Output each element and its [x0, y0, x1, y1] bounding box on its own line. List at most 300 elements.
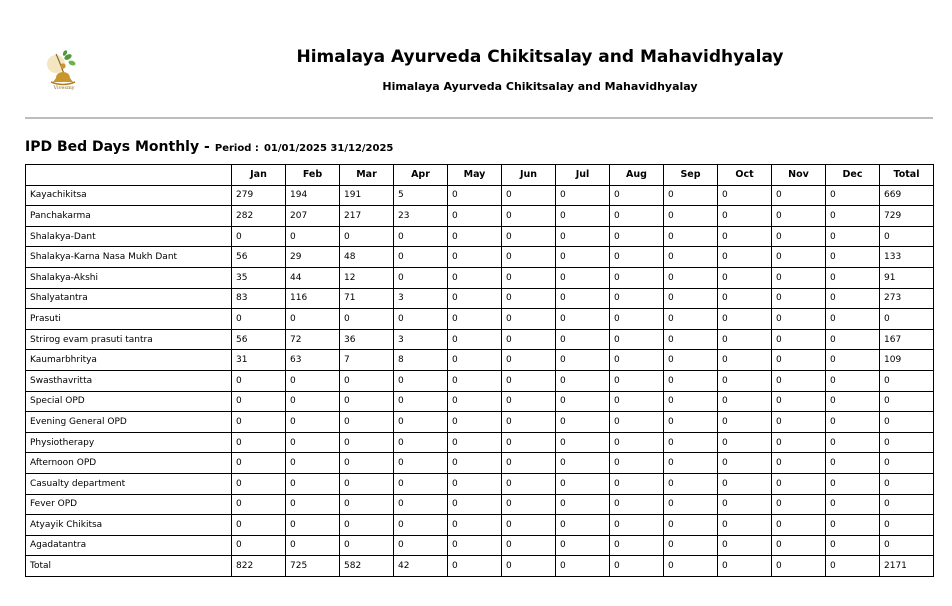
value-cell: 0 — [664, 288, 718, 309]
department-name-cell: Agadatantra — [26, 535, 232, 556]
value-cell: 207 — [286, 206, 340, 227]
value-cell: 0 — [556, 391, 610, 412]
value-cell: 83 — [232, 288, 286, 309]
department-name-cell: Shalakya-Karna Nasa Mukh Dant — [26, 247, 232, 268]
value-cell: 0 — [718, 432, 772, 453]
column-header: Dec — [826, 165, 880, 186]
value-cell: 0 — [448, 473, 502, 494]
table-row — [26, 185, 934, 206]
value-cell: 582 — [340, 556, 394, 577]
value-cell: 0 — [556, 556, 610, 577]
table-row — [26, 391, 934, 412]
value-cell: 0 — [502, 226, 556, 247]
value-cell: 0 — [556, 453, 610, 474]
value-cell: 0 — [394, 535, 448, 556]
value-cell: 0 — [772, 412, 826, 433]
value-cell: 0 — [772, 288, 826, 309]
value-cell: 0 — [502, 391, 556, 412]
value-cell: 0 — [448, 453, 502, 474]
value-cell: 0 — [610, 473, 664, 494]
value-cell: 0 — [664, 185, 718, 206]
value-cell: 279 — [232, 185, 286, 206]
value-cell: 0 — [718, 412, 772, 433]
value-cell: 191 — [340, 185, 394, 206]
value-cell: 0 — [718, 288, 772, 309]
value-cell: 0 — [502, 556, 556, 577]
department-name-cell: Kayachikitsa — [26, 185, 232, 206]
value-cell: 0 — [556, 247, 610, 268]
value-cell: 0 — [394, 370, 448, 391]
value-cell: 0 — [556, 329, 610, 350]
value-cell: 0 — [286, 370, 340, 391]
value-cell: 0 — [448, 309, 502, 330]
value-cell: 0 — [556, 288, 610, 309]
value-cell: 0 — [718, 391, 772, 412]
value-cell: 0 — [556, 185, 610, 206]
value-cell: 0 — [880, 535, 934, 556]
value-cell: 0 — [664, 309, 718, 330]
value-cell: 0 — [718, 453, 772, 474]
value-cell: 0 — [664, 350, 718, 371]
column-header: Feb — [286, 165, 340, 186]
value-cell: 0 — [880, 226, 934, 247]
value-cell: 0 — [718, 267, 772, 288]
value-cell: 0 — [448, 247, 502, 268]
value-cell: 0 — [664, 556, 718, 577]
value-cell: 0 — [826, 288, 880, 309]
value-cell: 0 — [826, 309, 880, 330]
department-name-cell: Panchakarma — [26, 206, 232, 227]
value-cell: 0 — [880, 453, 934, 474]
value-cell: 0 — [880, 309, 934, 330]
value-cell: 91 — [880, 267, 934, 288]
value-cell: 0 — [772, 391, 826, 412]
value-cell: 822 — [232, 556, 286, 577]
table-row — [26, 370, 934, 391]
value-cell: 0 — [718, 206, 772, 227]
value-cell: 0 — [340, 432, 394, 453]
period-value: 01/01/2025 31/12/2025 — [263, 143, 394, 154]
value-cell: 0 — [826, 473, 880, 494]
value-cell: 0 — [448, 515, 502, 536]
value-cell: 0 — [340, 412, 394, 433]
value-cell: 0 — [610, 288, 664, 309]
value-cell: 0 — [448, 267, 502, 288]
value-cell: 0 — [556, 267, 610, 288]
value-cell: 0 — [502, 247, 556, 268]
value-cell: 0 — [826, 226, 880, 247]
value-cell: 0 — [826, 329, 880, 350]
department-name-cell: Afternoon OPD — [26, 453, 232, 474]
value-cell: 0 — [664, 206, 718, 227]
column-header: Mar — [340, 165, 394, 186]
column-header: Aug — [610, 165, 664, 186]
value-cell: 0 — [556, 535, 610, 556]
value-cell: 0 — [718, 535, 772, 556]
value-cell: 0 — [502, 267, 556, 288]
value-cell: 0 — [448, 206, 502, 227]
value-cell: 0 — [340, 473, 394, 494]
svg-text:Vivesmy: Vivesmy — [53, 85, 75, 91]
value-cell: 0 — [448, 412, 502, 433]
value-cell: 167 — [880, 329, 934, 350]
value-cell: 0 — [664, 329, 718, 350]
hospital-logo — [42, 48, 86, 96]
value-cell: 0 — [394, 267, 448, 288]
value-cell: 0 — [718, 556, 772, 577]
value-cell: 0 — [502, 494, 556, 515]
value-cell: 0 — [394, 412, 448, 433]
value-cell: 0 — [826, 206, 880, 227]
column-header: Jan — [232, 165, 286, 186]
value-cell: 56 — [232, 247, 286, 268]
value-cell: 0 — [340, 453, 394, 474]
value-cell: 0 — [664, 267, 718, 288]
value-cell: 0 — [394, 473, 448, 494]
value-cell: 0 — [664, 412, 718, 433]
value-cell: 0 — [718, 226, 772, 247]
value-cell: 0 — [502, 515, 556, 536]
value-cell: 0 — [826, 185, 880, 206]
table-row — [26, 412, 934, 433]
table-row — [26, 267, 934, 288]
table-row — [26, 494, 934, 515]
department-name-cell: Evening General OPD — [26, 412, 232, 433]
value-cell: 2171 — [880, 556, 934, 577]
value-cell: 0 — [772, 556, 826, 577]
value-cell: 0 — [772, 247, 826, 268]
department-name-cell: Fever OPD — [26, 494, 232, 515]
value-cell: 0 — [826, 267, 880, 288]
value-cell: 194 — [286, 185, 340, 206]
value-cell: 133 — [880, 247, 934, 268]
value-cell: 0 — [718, 329, 772, 350]
value-cell: 0 — [502, 473, 556, 494]
value-cell: 0 — [556, 494, 610, 515]
value-cell: 0 — [502, 453, 556, 474]
value-cell: 0 — [664, 370, 718, 391]
value-cell: 0 — [826, 453, 880, 474]
value-cell: 0 — [610, 535, 664, 556]
value-cell: 0 — [718, 350, 772, 371]
value-cell: 217 — [340, 206, 394, 227]
value-cell: 0 — [826, 412, 880, 433]
value-cell: 35 — [232, 267, 286, 288]
value-cell: 0 — [880, 432, 934, 453]
value-cell: 0 — [232, 309, 286, 330]
table-row — [26, 515, 934, 536]
table-row — [26, 226, 934, 247]
value-cell: 0 — [448, 535, 502, 556]
value-cell: 3 — [394, 329, 448, 350]
value-cell: 0 — [826, 556, 880, 577]
department-name-cell: Total — [26, 556, 232, 577]
value-cell: 0 — [772, 350, 826, 371]
value-cell: 0 — [664, 247, 718, 268]
department-name-cell: Atyayik Chikitsa — [26, 515, 232, 536]
department-name-cell: Kaumarbhritya — [26, 350, 232, 371]
value-cell: 0 — [772, 535, 826, 556]
value-cell: 0 — [232, 515, 286, 536]
header-divider — [25, 117, 933, 119]
value-cell: 0 — [610, 206, 664, 227]
department-name-cell: Physiotherapy — [26, 432, 232, 453]
value-cell: 0 — [502, 370, 556, 391]
value-cell: 0 — [880, 494, 934, 515]
value-cell: 29 — [286, 247, 340, 268]
value-cell: 0 — [394, 494, 448, 515]
value-cell: 0 — [232, 370, 286, 391]
value-cell: 0 — [286, 473, 340, 494]
value-cell: 0 — [826, 350, 880, 371]
value-cell: 0 — [610, 453, 664, 474]
value-cell: 0 — [448, 370, 502, 391]
value-cell: 0 — [556, 350, 610, 371]
value-cell: 0 — [232, 453, 286, 474]
value-cell: 0 — [772, 267, 826, 288]
value-cell: 56 — [232, 329, 286, 350]
value-cell: 0 — [610, 556, 664, 577]
value-cell: 0 — [610, 247, 664, 268]
value-cell: 0 — [880, 370, 934, 391]
report-heading — [25, 136, 393, 155]
value-cell: 0 — [340, 309, 394, 330]
value-cell: 0 — [340, 494, 394, 515]
value-cell: 7 — [340, 350, 394, 371]
table-row — [26, 247, 934, 268]
value-cell: 0 — [772, 494, 826, 515]
value-cell: 48 — [340, 247, 394, 268]
value-cell: 0 — [448, 288, 502, 309]
column-header: Total — [880, 165, 934, 186]
value-cell: 0 — [394, 391, 448, 412]
value-cell: 0 — [394, 247, 448, 268]
value-cell: 0 — [340, 226, 394, 247]
value-cell: 0 — [664, 226, 718, 247]
value-cell: 0 — [718, 309, 772, 330]
value-cell: 0 — [718, 185, 772, 206]
value-cell: 0 — [610, 226, 664, 247]
value-cell: 0 — [286, 494, 340, 515]
value-cell: 71 — [340, 288, 394, 309]
value-cell: 0 — [772, 226, 826, 247]
value-cell: 0 — [880, 515, 934, 536]
table-row — [26, 309, 934, 330]
value-cell: 0 — [772, 515, 826, 536]
value-cell: 0 — [772, 453, 826, 474]
value-cell: 0 — [610, 329, 664, 350]
department-name-cell: Shalyatantra — [26, 288, 232, 309]
table-row — [26, 473, 934, 494]
value-cell: 0 — [502, 412, 556, 433]
value-cell: 0 — [718, 494, 772, 515]
value-cell: 0 — [772, 206, 826, 227]
value-cell: 0 — [394, 515, 448, 536]
value-cell: 0 — [556, 206, 610, 227]
value-cell: 0 — [448, 350, 502, 371]
value-cell: 0 — [772, 473, 826, 494]
value-cell: 0 — [340, 515, 394, 536]
value-cell: 0 — [610, 267, 664, 288]
value-cell: 0 — [610, 350, 664, 371]
bed-days-table — [25, 164, 934, 577]
column-header: Apr — [394, 165, 448, 186]
value-cell: 63 — [286, 350, 340, 371]
hospital-title: Himalaya Ayurveda Chikitsalay and Mahavidhyalay — [296, 47, 784, 67]
value-cell: 42 — [394, 556, 448, 577]
value-cell: 0 — [502, 309, 556, 330]
value-cell: 0 — [772, 329, 826, 350]
table-row — [26, 535, 934, 556]
value-cell: 36 — [340, 329, 394, 350]
table-row — [26, 288, 934, 309]
value-cell: 0 — [232, 494, 286, 515]
value-cell: 0 — [556, 226, 610, 247]
value-cell: 0 — [718, 473, 772, 494]
column-header: Jun — [502, 165, 556, 186]
value-cell: 0 — [340, 391, 394, 412]
value-cell: 0 — [502, 432, 556, 453]
value-cell: 0 — [340, 370, 394, 391]
value-cell: 0 — [394, 226, 448, 247]
value-cell: 0 — [232, 432, 286, 453]
period-label: Period : — [214, 143, 259, 154]
value-cell: 0 — [772, 432, 826, 453]
value-cell: 0 — [610, 309, 664, 330]
table-row — [26, 556, 934, 577]
value-cell: 0 — [502, 329, 556, 350]
column-header: Sep — [664, 165, 718, 186]
value-cell: 0 — [718, 247, 772, 268]
value-cell: 0 — [502, 185, 556, 206]
value-cell: 0 — [826, 494, 880, 515]
value-cell: 0 — [664, 391, 718, 412]
value-cell: 0 — [610, 185, 664, 206]
department-name-cell: Strirog evam prasuti tantra — [26, 329, 232, 350]
value-cell: 0 — [448, 556, 502, 577]
value-cell: 0 — [286, 515, 340, 536]
value-cell: 0 — [232, 391, 286, 412]
value-cell: 0 — [502, 535, 556, 556]
meditating-figure-logo-icon — [42, 48, 86, 96]
value-cell: 0 — [610, 432, 664, 453]
value-cell: 0 — [880, 412, 934, 433]
value-cell: 5 — [394, 185, 448, 206]
value-cell: 0 — [610, 494, 664, 515]
value-cell: 0 — [502, 350, 556, 371]
department-name-cell: Prasuti — [26, 309, 232, 330]
value-cell: 0 — [286, 412, 340, 433]
value-cell: 0 — [772, 370, 826, 391]
table-row — [26, 432, 934, 453]
value-cell: 31 — [232, 350, 286, 371]
value-cell: 0 — [448, 391, 502, 412]
value-cell: 0 — [232, 412, 286, 433]
value-cell: 0 — [556, 309, 610, 330]
value-cell: 0 — [232, 535, 286, 556]
value-cell: 0 — [826, 432, 880, 453]
value-cell: 0 — [664, 432, 718, 453]
column-header-department — [26, 165, 232, 186]
value-cell: 109 — [880, 350, 934, 371]
value-cell: 0 — [286, 535, 340, 556]
value-cell: 44 — [286, 267, 340, 288]
value-cell: 0 — [826, 247, 880, 268]
value-cell: 0 — [880, 473, 934, 494]
table-row — [26, 350, 934, 371]
value-cell: 116 — [286, 288, 340, 309]
value-cell: 0 — [772, 309, 826, 330]
value-cell: 725 — [286, 556, 340, 577]
value-cell: 0 — [286, 391, 340, 412]
value-cell: 0 — [448, 432, 502, 453]
value-cell: 0 — [556, 370, 610, 391]
value-cell: 0 — [826, 535, 880, 556]
value-cell: 0 — [664, 453, 718, 474]
value-cell: 729 — [880, 206, 934, 227]
table-row — [26, 453, 934, 474]
value-cell: 0 — [556, 473, 610, 494]
value-cell: 0 — [826, 515, 880, 536]
value-cell: 0 — [610, 370, 664, 391]
value-cell: 282 — [232, 206, 286, 227]
department-name-cell: Shalakya-Dant — [26, 226, 232, 247]
value-cell: 0 — [232, 473, 286, 494]
value-cell: 12 — [340, 267, 394, 288]
value-cell: 0 — [718, 515, 772, 536]
value-cell: 0 — [448, 494, 502, 515]
department-name-cell: Casualty department — [26, 473, 232, 494]
value-cell: 8 — [394, 350, 448, 371]
value-cell: 3 — [394, 288, 448, 309]
value-cell: 0 — [880, 391, 934, 412]
table-row — [26, 329, 934, 350]
value-cell: 669 — [880, 185, 934, 206]
table-header-row — [26, 165, 934, 186]
value-cell: 0 — [232, 226, 286, 247]
value-cell: 0 — [610, 412, 664, 433]
value-cell: 0 — [556, 432, 610, 453]
value-cell: 0 — [718, 370, 772, 391]
value-cell: 0 — [826, 370, 880, 391]
value-cell: 0 — [394, 432, 448, 453]
value-cell: 273 — [880, 288, 934, 309]
value-cell: 0 — [826, 391, 880, 412]
column-header: Jul — [556, 165, 610, 186]
value-cell: 0 — [556, 412, 610, 433]
table-row — [26, 206, 934, 227]
value-cell: 0 — [502, 206, 556, 227]
hospital-subtitle: Himalaya Ayurveda Chikitsalay and Mahavidhyalay — [382, 80, 698, 93]
value-cell: 0 — [610, 515, 664, 536]
value-cell: 0 — [394, 309, 448, 330]
value-cell: 0 — [664, 494, 718, 515]
department-name-cell: Swasthavritta — [26, 370, 232, 391]
value-cell: 0 — [286, 432, 340, 453]
value-cell: 0 — [286, 309, 340, 330]
value-cell: 0 — [340, 535, 394, 556]
value-cell: 72 — [286, 329, 340, 350]
value-cell: 0 — [772, 185, 826, 206]
column-header: May — [448, 165, 502, 186]
column-header: Oct — [718, 165, 772, 186]
report-title: IPD Bed Days Monthly - — [25, 139, 210, 155]
value-cell: 0 — [502, 288, 556, 309]
value-cell: 0 — [394, 453, 448, 474]
value-cell: 0 — [286, 453, 340, 474]
department-name-cell: Special OPD — [26, 391, 232, 412]
column-header: Nov — [772, 165, 826, 186]
